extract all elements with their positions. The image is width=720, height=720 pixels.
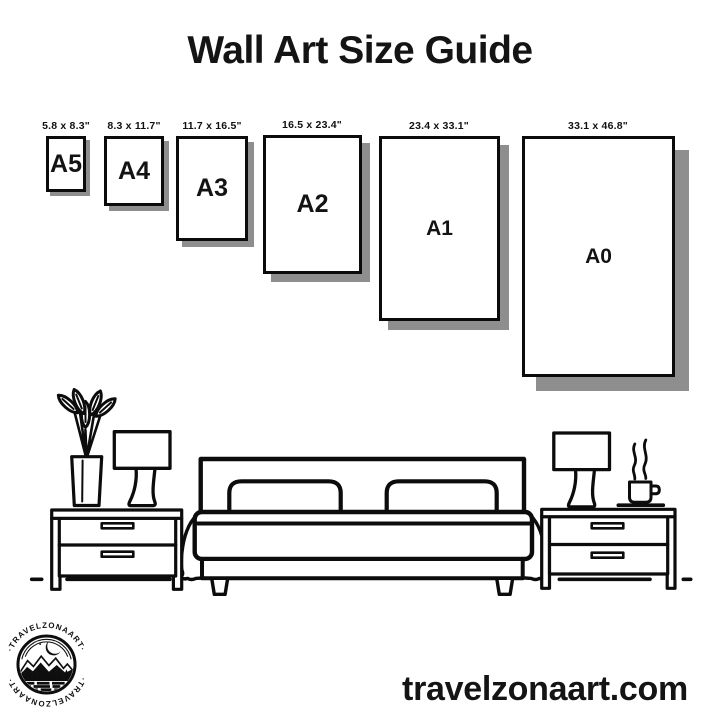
logo-text-top: ·TRAVELZONAART· — [5, 620, 88, 653]
brand-logo — [0, 616, 95, 713]
steam-icon — [644, 440, 646, 479]
size-code: A2 — [296, 190, 329, 218]
size-code: A0 — [585, 244, 612, 268]
nightstand-icon — [52, 510, 182, 589]
vase — [72, 457, 102, 506]
steam-icon — [633, 444, 635, 479]
flower-vase-icon — [56, 388, 118, 506]
drawer-handle — [592, 553, 624, 558]
size-dimensions: 23.4 x 33.1" — [409, 120, 469, 132]
paper-a2 — [263, 135, 362, 274]
bed-leg — [212, 578, 228, 594]
coffee-cup-icon — [618, 440, 663, 505]
paper-a0 — [522, 136, 675, 377]
size-dimensions: 8.3 x 11.7" — [107, 120, 161, 132]
size-dimensions: 11.7 x 16.5" — [182, 120, 242, 132]
page-title: Wall Art Size Guide — [187, 29, 533, 72]
size-code: A3 — [196, 174, 228, 202]
size-dimensions: 16.5 x 23.4" — [282, 119, 342, 131]
size-code: A1 — [426, 216, 453, 240]
cup-body — [630, 482, 652, 502]
nightstand-icon — [542, 509, 675, 588]
drawer-handle — [592, 523, 624, 528]
bedroom-illustration — [20, 385, 710, 600]
paper-a5 — [46, 136, 86, 192]
website-url: travelzonaart.com — [402, 670, 688, 708]
bed-base — [202, 559, 523, 578]
table-lamp-icon — [554, 433, 610, 507]
size-code: A4 — [118, 156, 150, 185]
bed-icon — [180, 459, 547, 594]
size-dimensions: 33.1 x 46.8" — [568, 120, 628, 132]
size-code: A5 — [50, 149, 82, 178]
drawer-handle — [102, 523, 134, 528]
drawer-handle — [102, 552, 134, 557]
mattress — [195, 512, 532, 559]
paper-a4 — [104, 136, 164, 206]
logo-text-bottom: ·TRAVELZONAART· — [5, 676, 88, 709]
paper-a3 — [176, 136, 248, 241]
star-dot — [39, 643, 41, 645]
size-dimensions: 5.8 x 8.3" — [42, 120, 90, 132]
paper-a1 — [379, 136, 500, 321]
table-lamp-icon — [114, 432, 170, 506]
bed-leg — [497, 578, 513, 594]
